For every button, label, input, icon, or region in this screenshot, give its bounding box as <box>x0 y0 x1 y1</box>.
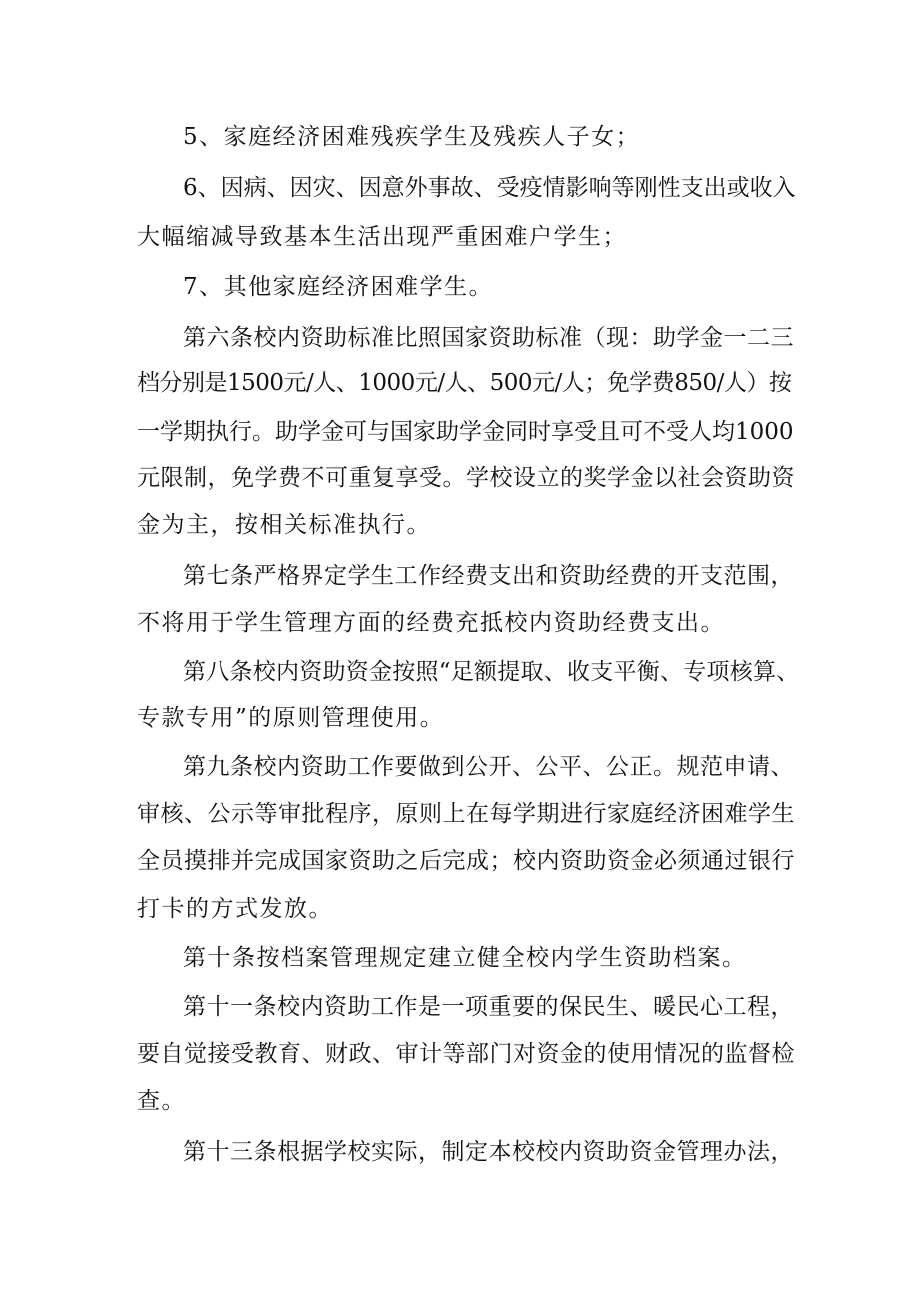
paragraph-text: 6、因病、因灾、因意外事故、受疫情影响等刚性支出或收入 <box>183 175 796 201</box>
paragraph-text: 档分别是1500元/人、1000元/人、500元/人；免学费850/人）按 <box>137 370 792 396</box>
paragraph-text: 专款专用”的原则管理使用。 <box>137 705 445 731</box>
paragraph-text: 全员摸排并完成国家资助之后完成；校内资助资金必须通过银行 <box>137 848 795 874</box>
text-line <box>0 501 920 549</box>
text-line <box>0 408 920 456</box>
text-line <box>0 1030 920 1078</box>
paragraph-text: 审核、公示等审批程序，原则上在每学期进行家庭经济困难学生 <box>137 801 795 827</box>
text-line <box>0 694 920 742</box>
text-line <box>0 790 920 838</box>
paragraph-text: 7、其他家庭经济困难学生。 <box>183 274 494 300</box>
paragraph-text: 第九条校内资助工作要做到公开、公平、公正。规范申请、 <box>183 754 794 780</box>
text-line <box>0 359 920 407</box>
text-line <box>0 885 920 933</box>
paragraph-text: 大幅缩减导致基本生活出现严重困难户学生； <box>137 224 627 250</box>
paragraph-text: 第十条按档案管理规定建立健全校内学生资助档案。 <box>183 945 747 971</box>
text-line <box>0 837 920 885</box>
paragraph-text: 第六条校内资助标准比照国家资助标准（现：助学金一二三 <box>183 325 794 351</box>
paragraph-text: 第七条严格界定学生工作经费支出和资助经费的开支范围， <box>183 563 794 589</box>
text-line <box>0 648 920 696</box>
paragraph-text: 金为主，按相关标准执行。 <box>137 512 431 538</box>
text-line <box>0 164 920 212</box>
text-line <box>0 743 920 791</box>
paragraph-text: 第十一条校内资助工作是一项重要的保民生、暖民心工程， <box>183 994 794 1020</box>
paragraph-text: 打卡的方式发放。 <box>137 896 333 922</box>
text-line <box>0 1128 920 1176</box>
text-line <box>0 314 920 362</box>
paragraph-text: 第十三条根据学校实际，制定本校校内资助资金管理办法， <box>183 1139 794 1165</box>
text-line <box>0 213 920 261</box>
paragraph-text: 不将用于学生管理方面的经费充抵校内资助经费支出。 <box>137 610 725 636</box>
paragraph-text: 一学期执行。助学金可与国家助学金同时享受且可不受人均1000 <box>137 419 794 445</box>
text-line <box>0 552 920 600</box>
text-line <box>0 113 920 161</box>
paragraph-text: 要自觉接受教育、财政、审计等部门对资金的使用情况的监督检 <box>137 1041 795 1067</box>
text-line <box>0 934 920 982</box>
paragraph-text: 第八条校内资助资金按照“足额提取、收支平衡、专项核算、 <box>183 659 800 685</box>
paragraph-text: 查。 <box>137 1088 186 1114</box>
text-line <box>0 454 920 502</box>
text-line <box>0 263 920 311</box>
paragraph-text: 元限制，免学费不可重复享受。学校设立的奖学金以社会资助资 <box>137 465 795 491</box>
paragraph-text: 5、家庭经济困难残疾学生及残疾人子女； <box>183 124 641 150</box>
text-line <box>0 599 920 647</box>
text-line <box>0 983 920 1031</box>
text-line <box>0 1077 920 1125</box>
